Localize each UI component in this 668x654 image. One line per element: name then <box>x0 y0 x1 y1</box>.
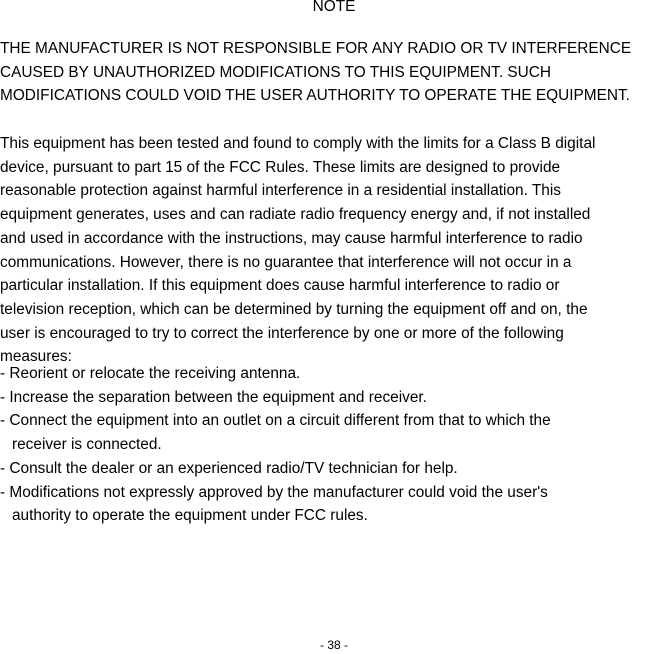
statement-line: This equipment has been tested and found to comply with the limits for a Class B digital <box>0 135 596 152</box>
list-item <box>0 409 668 456</box>
statement-line: communications. However, there is no guarantee that interference will not occur in a <box>0 253 572 271</box>
list-item <box>0 362 668 386</box>
statement-line: and used in accordance with the instructions, may cause harmful interference to radio <box>0 229 583 247</box>
measure-text: - Reorient or relocate the receiving antenna. <box>0 365 301 382</box>
statement-line: device, pursuant to part 15 of the FCC Rules. These limits are designed to provide <box>0 158 561 176</box>
measure-text: - Connect the equipment into an outlet on a circuit different from that to which the <box>0 412 551 430</box>
list-item <box>0 386 668 410</box>
measure-continuation: receiver is connected. <box>12 436 162 454</box>
statement-line: reasonable protection against harmful interference in a residential installation. This <box>0 182 561 200</box>
statement-line: measures: <box>0 348 72 366</box>
page-number: - 38 - <box>319 638 348 652</box>
list-item <box>0 457 668 481</box>
statement-line: particular installation. If this equipment does cause harmful interference to radio or <box>0 277 560 295</box>
warning-line: CAUSED BY UNAUTHORIZED MODIFICATIONS TO THIS EQUIPMENT. SUCH <box>0 63 551 81</box>
measure-text: - Increase the separation between the equipment and receiver. <box>0 388 427 406</box>
statement-line: television reception, which can be determined by turning the equipment off and on, the <box>0 300 588 318</box>
manufacturer-warning <box>0 37 668 108</box>
statement-line: user is encouraged to try to correct the interference by one or more of the following <box>0 324 564 342</box>
measure-text: - Modifications not expressly approved by the manufacturer could void the user's <box>0 483 548 501</box>
fcc-statement <box>0 132 668 369</box>
measures-list <box>0 362 668 528</box>
statement-line: equipment generates, uses and can radiate radio frequency energy and, if not installed <box>0 206 591 224</box>
warning-line: THE MANUFACTURER IS NOT RESPONSIBLE FOR ANY RADIO OR TV INTERFERENCE <box>0 40 632 57</box>
measure-continuation: authority to operate the equipment under FCC rules. <box>12 507 368 525</box>
note-heading: NOTE <box>312 0 356 15</box>
list-item <box>0 481 668 528</box>
warning-line: MODIFICATIONS COULD VOID THE USER AUTHORITY TO OPERATE THE EQUIPMENT. <box>0 87 630 105</box>
measure-text: - Consult the dealer or an experienced radio/TV technician for help. <box>0 459 458 477</box>
